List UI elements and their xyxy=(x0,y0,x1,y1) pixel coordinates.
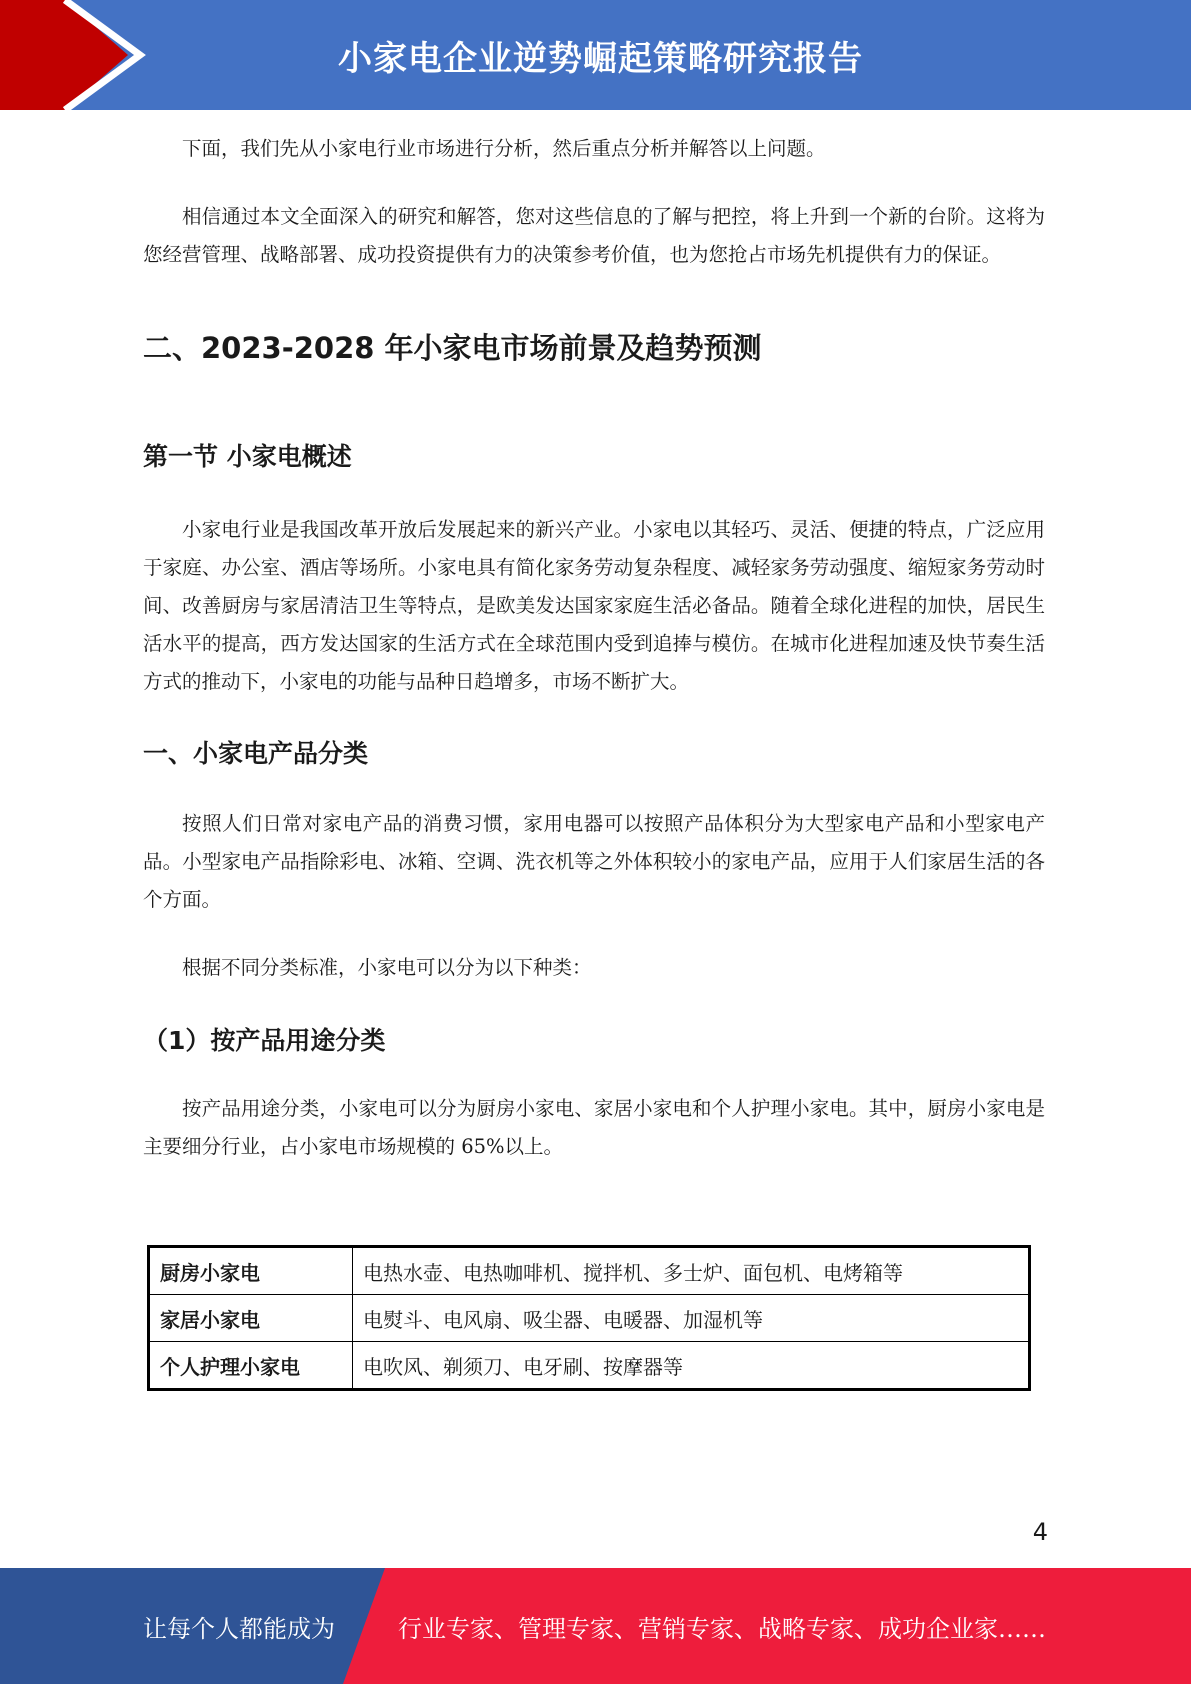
table-row xyxy=(149,1295,1030,1342)
table-row xyxy=(149,1342,1030,1390)
purpose-paragraph: 相信通过本文全面深入的研究和解答，您对这些信息的了解与把控，将上升到一个新的台阶。这将为您经营管理、战略部署、成功投资提供有力的决策参考价值，也为您抢占市场先机提供有力的保证。 xyxy=(143,205,1045,266)
page-footer xyxy=(0,1568,1191,1684)
items-cell: 电热水壶、电热咖啡机、搅拌机、多士炉、面包机、电烤箱等 xyxy=(353,1247,1030,1295)
table-row xyxy=(149,1247,1030,1295)
page-header xyxy=(0,0,1191,110)
category-cell: 厨房小家电 xyxy=(149,1247,353,1295)
classification-paragraph: 按照人们日常对家电产品的消费习惯，家用电器可以按照产品体积分为大型家电产品和小型家电产品。小型家电产品指除彩电、冰箱、空调、洗衣机等之外体积较小的家电产品，应用于人们家居生活的各个方面。 xyxy=(143,812,1045,911)
category-cell: 个人护理小家电 xyxy=(149,1342,353,1390)
intro-paragraph: 下面，我们先从小家电行业市场进行分析，然后重点分析并解答以上问题。 xyxy=(182,137,826,160)
subsection-heading: 一、小家电产品分类 xyxy=(143,739,369,768)
document-body xyxy=(143,130,1045,1166)
chapter-heading: 二、2023-2028 年小家电市场前景及趋势预测 xyxy=(143,331,762,365)
footer-slogan-right: 行业专家、管理专家、营销专家、战略专家、成功企业家…… xyxy=(398,1614,1046,1643)
by-usage-heading: （1）按产品用途分类 xyxy=(143,1026,386,1055)
usage-paragraph: 按产品用途分类，小家电可以分为厨房小家电、家居小家电和个人护理小家电。其中，厨房小家电是主要细分行业，占小家电市场规模的 65%以上。 xyxy=(143,1097,1045,1158)
footer-slogan-left: 让每个人都能成为 xyxy=(143,1614,335,1643)
items-cell: 电熨斗、电风扇、吸尘器、电暖器、加湿机等 xyxy=(353,1295,1030,1342)
page-number: 4 xyxy=(1032,1518,1048,1546)
appliance-category-table xyxy=(147,1245,1031,1391)
items-cell: 电吹风、剃须刀、电牙刷、按摩器等 xyxy=(353,1342,1030,1390)
overview-paragraph: 小家电行业是我国改革开放后发展起来的新兴产业。小家电以其轻巧、灵活、便捷的特点，广泛应用于家庭、办公室、酒店等场所。小家电具有简化家务劳动复杂程度、减轻家务劳动强度、缩短家务劳动时间、改善厨房与家居清洁卫生等特点，是欧美发达国家家庭生活必备品。随着全球化进程的加快，居民生活水平的提高，西方发达国家的生活方式在全球范围内受到追捧与模仿。在城市化进程加速及快节奏生活方式的推动下，小家电的功能与品种日趋增多，市场不断扩大。 xyxy=(143,518,1045,693)
section-heading: 第一节 小家电概述 xyxy=(143,442,352,471)
categories-intro-paragraph: 根据不同分类标准，小家电可以分为以下种类： xyxy=(182,956,592,979)
report-title: 小家电企业逆势崛起策略研究报告 xyxy=(338,38,863,79)
category-cell: 家居小家电 xyxy=(149,1295,353,1342)
